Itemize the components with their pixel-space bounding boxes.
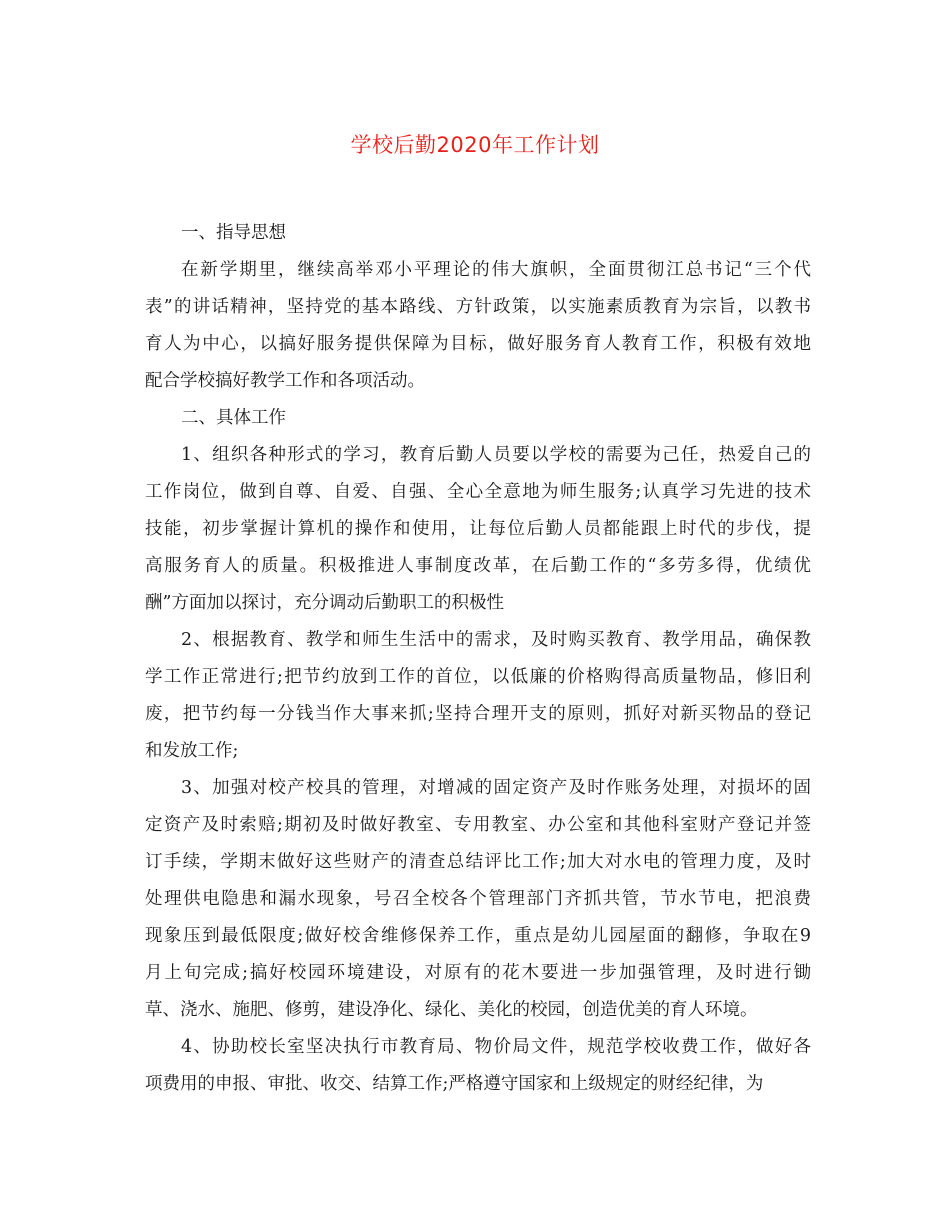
paragraph-line: 废，把节约每一分钱当作大事来抓;坚持合理开支的原则，抓好对新买物品的登记 bbox=[145, 704, 811, 724]
paragraph-line: 项费用的申报、审批、收交、结算工作;严格遵守国家和上级规定的财经纪律，为 bbox=[145, 1074, 764, 1094]
section-heading: 一、指导思想 bbox=[181, 223, 286, 243]
paragraph-line: 表”的讲话精神，坚持党的基本路线、方针政策，以实施素质教育为宗旨，以教书 bbox=[145, 297, 811, 317]
section-heading: 二、具体工作 bbox=[181, 408, 286, 428]
paragraph-line: 工作岗位，做到自尊、自爱、自强、全心全意地为师生服务;认真学习先进的技术 bbox=[145, 482, 811, 502]
paragraph-line: 在新学期里，继续高举邓小平理论的伟大旗帜，全面贯彻江总书记“三个代 bbox=[181, 260, 811, 280]
paragraph-line: 技能，初步掌握计算机的操作和使用，让每位后勤人员都能跟上时代的步伐，提 bbox=[145, 519, 811, 539]
paragraph-line: 酬”方面加以探讨，充分调动后勤职工的积极性 bbox=[145, 593, 504, 613]
paragraph-line: 2、根据教育、教学和师生生活中的需求，及时购买教育、教学用品，确保教 bbox=[181, 630, 811, 650]
paragraph-line: 3、加强对校产校具的管理，对增减的固定资产及时作账务处理，对损坏的固 bbox=[181, 778, 811, 798]
paragraph-line: 月上旬完成;搞好校园环境建设，对原有的花木要进一步加强管理，及时进行锄 bbox=[145, 963, 811, 983]
paragraph-line: 定资产及时索赔;期初及时做好教室、专用教室、办公室和其他科室财产登记并签 bbox=[145, 815, 811, 835]
paragraph-line: 4、协助校长室坚决执行市教育局、物价局文件，规范学校收费工作，做好各 bbox=[181, 1037, 811, 1057]
document-title: 学校后勤2020年工作计划 bbox=[350, 133, 600, 157]
paragraph bbox=[145, 1029, 811, 1103]
paragraph-line: 订手续，学期末做好这些财产的清查总结评比工作;加大对水电的管理力度，及时 bbox=[145, 852, 811, 872]
paragraph bbox=[145, 622, 811, 770]
paragraph-line: 现象压到最低限度;做好校舍维修保养工作，重点是幼儿园屋面的翻修，争取在9 bbox=[145, 926, 811, 946]
document-body bbox=[145, 215, 811, 1103]
paragraph-line: 高服务育人的质量。积极推进人事制度改革，在后勤工作的“多劳多得，优绩优 bbox=[145, 556, 811, 576]
paragraph bbox=[145, 252, 811, 400]
paragraph bbox=[145, 770, 811, 1029]
paragraph-line: 1、组织各种形式的学习，教育后勤人员要以学校的需要为己任，热爱自己的 bbox=[181, 445, 811, 465]
paragraph-line: 学工作正常进行;把节约放到工作的首位，以低廉的价格购得高质量物品，修旧利 bbox=[145, 667, 811, 687]
paragraph bbox=[145, 437, 811, 622]
paragraph-line: 和发放工作; bbox=[145, 741, 239, 761]
paragraph-line: 配合学校搞好教学工作和各项活动。 bbox=[145, 371, 425, 391]
paragraph-line: 草、浇水、施肥、修剪，建设净化、绿化、美化的校园，创造优美的育人环境。 bbox=[145, 1000, 758, 1020]
paragraph-line: 育人为中心，以搞好服务提供保障为目标，做好服务育人教育工作，积极有效地 bbox=[145, 334, 811, 354]
paragraph-line: 处理供电隐患和漏水现象，号召全校各个管理部门齐抓共管，节水节电，把浪费 bbox=[145, 889, 811, 909]
